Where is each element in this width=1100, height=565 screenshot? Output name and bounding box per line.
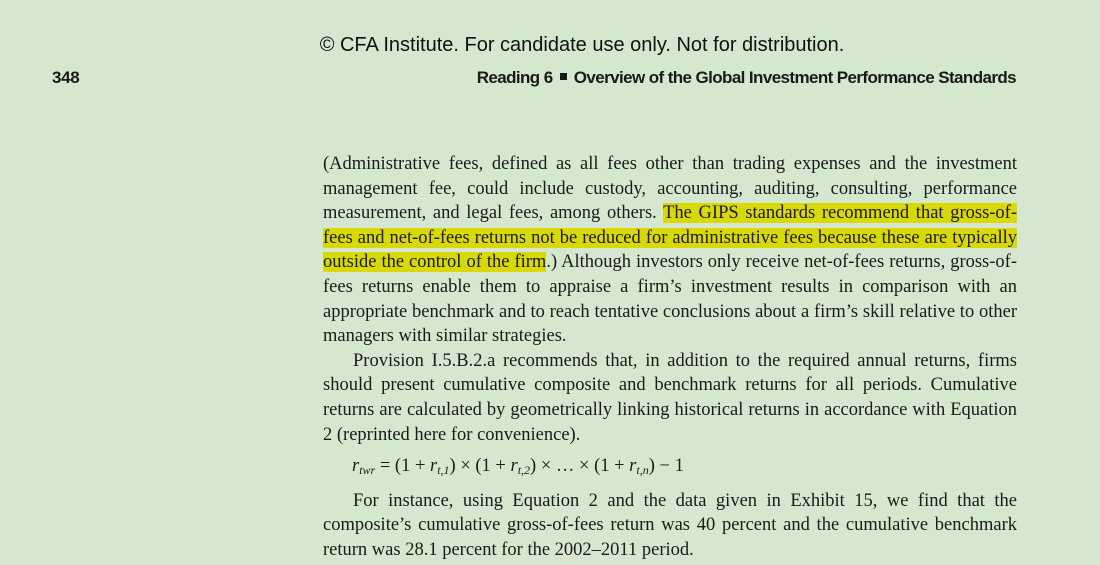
eq-var: r [510, 456, 518, 477]
eq-op: ) × (1 + [449, 456, 511, 477]
paragraph-administrative-fees [323, 152, 1017, 349]
eq-op: ) × … × (1 + [530, 456, 630, 477]
reading-label: Reading 6 [476, 68, 553, 87]
paragraph-cumulative-returns: Provision I.5.B.2.a recommends that, in addition to the required annual returns, firms should present cumulative composite and benchmark returns for all periods. Cumulative returns are calculated by geometrically linking historical returns in accordance with Equation 2 (reprinted here for convenience). [323, 350, 1017, 445]
copyright-watermark: © CFA Institute. For candidate use only. Not for distribution. [319, 34, 845, 56]
eq-var: r [629, 456, 637, 477]
body-text [323, 152, 1017, 563]
square-separator-icon [560, 73, 567, 80]
eq-sub: t,n [636, 463, 649, 478]
highlighted-text[interactable]: The GIPS standards recommend that gross-of-fees and net-of-fees returns not be reduced for administrative fees because these are typically outside the control of the firm [323, 203, 1017, 273]
paragraph1-tail: .) Although investors only receive net-of-fees returns, gross-of-fees returns enable them to appraise a firm’s investment results in comparison with an appropriate benchmark and to reach tentative conclusions about a firm’s skill relative to other managers with similar strategies. [323, 252, 1017, 347]
eq-sub: t,2 [517, 463, 531, 478]
running-header [477, 68, 1016, 88]
eq-sub: twr [359, 463, 376, 478]
eq-var: r [430, 456, 438, 477]
paragraph1-text: (Administrative fees, defined as all fees other than trading expenses and the investment management fee, could include custody, accounting, auditing, consulting, performance measurement, and legal fees, among others. [323, 154, 1017, 224]
equation-2 [323, 454, 1017, 483]
eq-op: ) − 1 [648, 456, 684, 477]
eq-op: = (1 + [375, 456, 430, 477]
paragraph-example: For instance, using Equation 2 and the data given in Exhibit 15, we find that the composite’s cumulative gross-of-fees return was 40 percent and the cumulative benchmark return was 28.1 percent for the 2002–2011 period. [323, 490, 1017, 560]
reading-title: Overview of the Global Investment Performance Standards [573, 68, 1016, 87]
eq-sub: t,1 [437, 463, 450, 478]
page-number: 348 [52, 68, 80, 87]
eq-var: r [352, 456, 360, 477]
